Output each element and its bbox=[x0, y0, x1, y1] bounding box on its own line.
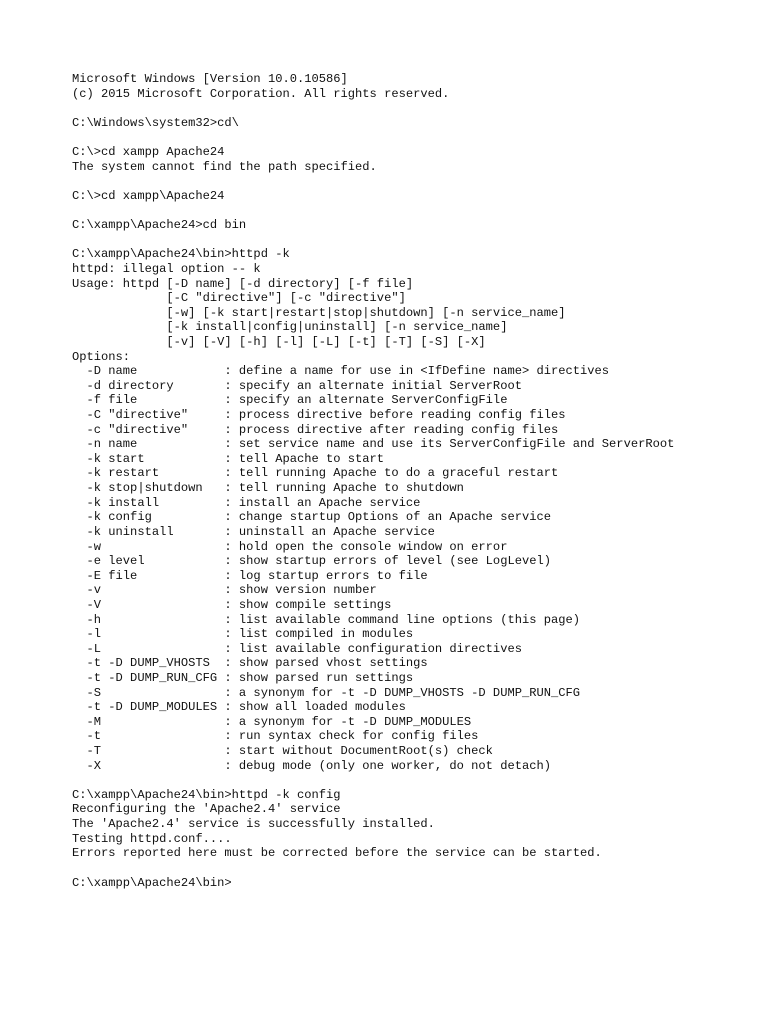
console-line: -n name : set service name and use its ServerConfigFile and ServerRoot bbox=[72, 437, 675, 452]
console-line: C:\xampp\Apache24\bin>httpd -k config bbox=[72, 787, 341, 802]
console-line: -t -D DUMP_VHOSTS : show parsed vhost settings bbox=[72, 656, 428, 671]
console-line: -L : list available configuration directives bbox=[72, 641, 522, 656]
console-line: C:\xampp\Apache24>cd bin bbox=[72, 218, 247, 233]
console-line: C:\xampp\Apache24\bin> bbox=[72, 875, 232, 890]
console-line bbox=[72, 233, 762, 248]
console-line: Usage: httpd [-D name] [-d directory] [-f file] bbox=[72, 276, 414, 291]
console-line bbox=[72, 174, 762, 189]
console-line: Reconfiguring the 'Apache2.4' service bbox=[72, 802, 341, 817]
console-line: -e level : show startup errors of level (see LogLevel) bbox=[72, 554, 551, 569]
console-line: -C "directive" : process directive before reading config files bbox=[72, 408, 566, 423]
console-line: -k start : tell Apache to start bbox=[72, 451, 385, 466]
console-line: -k uninstall : uninstall an Apache service bbox=[72, 524, 435, 539]
console-line: -l : list compiled in modules bbox=[72, 627, 414, 642]
console-line bbox=[72, 101, 762, 116]
console-line: -T : start without DocumentRoot(s) check bbox=[72, 744, 493, 759]
console-line bbox=[72, 203, 762, 218]
console-line: [-C "directive"] [-c "directive"] bbox=[72, 291, 406, 306]
console-line: -c "directive" : process directive after reading config files bbox=[72, 422, 559, 437]
console-line: The 'Apache2.4' service is successfully installed. bbox=[72, 817, 435, 832]
console-line: C:\>cd xampp Apache24 bbox=[72, 145, 225, 160]
console-line: [-v] [-V] [-h] [-l] [-L] [-t] [-T] [-S] [-X] bbox=[72, 334, 486, 349]
console-line: -t : run syntax check for config files bbox=[72, 729, 479, 744]
console-line: -t -D DUMP_RUN_CFG : show parsed run settings bbox=[72, 670, 414, 685]
console-line: Options: bbox=[72, 349, 131, 364]
console-line: (c) 2015 Microsoft Corporation. All rights reserved. bbox=[72, 86, 450, 101]
console-line: C:\>cd xampp\Apache24 bbox=[72, 188, 225, 203]
console-line: -d directory : specify an alternate initial ServerRoot bbox=[72, 378, 522, 393]
console-line: C:\xampp\Apache24\bin>httpd -k bbox=[72, 247, 290, 262]
console-line: -S : a synonym for -t -D DUMP_VHOSTS -D DUMP_RUN_CFG bbox=[72, 685, 581, 700]
console-line bbox=[72, 773, 762, 788]
console-line: -k install : install an Apache service bbox=[72, 495, 421, 510]
console-line: Microsoft Windows [Version 10.0.10586] bbox=[72, 72, 348, 86]
console-line: Testing httpd.conf.... bbox=[72, 831, 232, 846]
console-line: -E file : log startup errors to file bbox=[72, 568, 428, 583]
console-line: -V : show compile settings bbox=[72, 597, 392, 612]
console-line: -k stop|shutdown : tell running Apache to shutdown bbox=[72, 481, 464, 496]
console-line bbox=[72, 130, 762, 145]
console-line: httpd: illegal option -- k bbox=[72, 261, 261, 276]
console-line: -M : a synonym for -t -D DUMP_MODULES bbox=[72, 714, 472, 729]
console-line: [-w] [-k start|restart|stop|shutdown] [-n service_name] bbox=[72, 305, 566, 320]
console-line: -t -D DUMP_MODULES : show all loaded modules bbox=[72, 700, 406, 715]
console-line: Errors reported here must be corrected before the service can be started. bbox=[72, 846, 602, 861]
console-line: The system cannot find the path specified. bbox=[72, 159, 377, 174]
console-line: -h : list available command line options (this page) bbox=[72, 612, 581, 627]
console-line bbox=[72, 861, 762, 876]
console-line: -v : show version number bbox=[72, 583, 377, 598]
console-line: -k restart : tell running Apache to do a graceful restart bbox=[72, 466, 559, 481]
console-line: -X : debug mode (only one worker, do not detach) bbox=[72, 758, 551, 773]
console-line: -k config : change startup Options of an Apache service bbox=[72, 510, 551, 525]
console-line: -D name : define a name for use in <IfDefine name> directives bbox=[72, 364, 610, 379]
console-line: [-k install|config|uninstall] [-n service_name] bbox=[72, 320, 508, 335]
console-line: -f file : specify an alternate ServerConfigFile bbox=[72, 393, 508, 408]
console-line: C:\Windows\system32>cd\ bbox=[72, 115, 239, 130]
console-line: -w : hold open the console window on error bbox=[72, 539, 508, 554]
console-transcript bbox=[72, 72, 762, 890]
